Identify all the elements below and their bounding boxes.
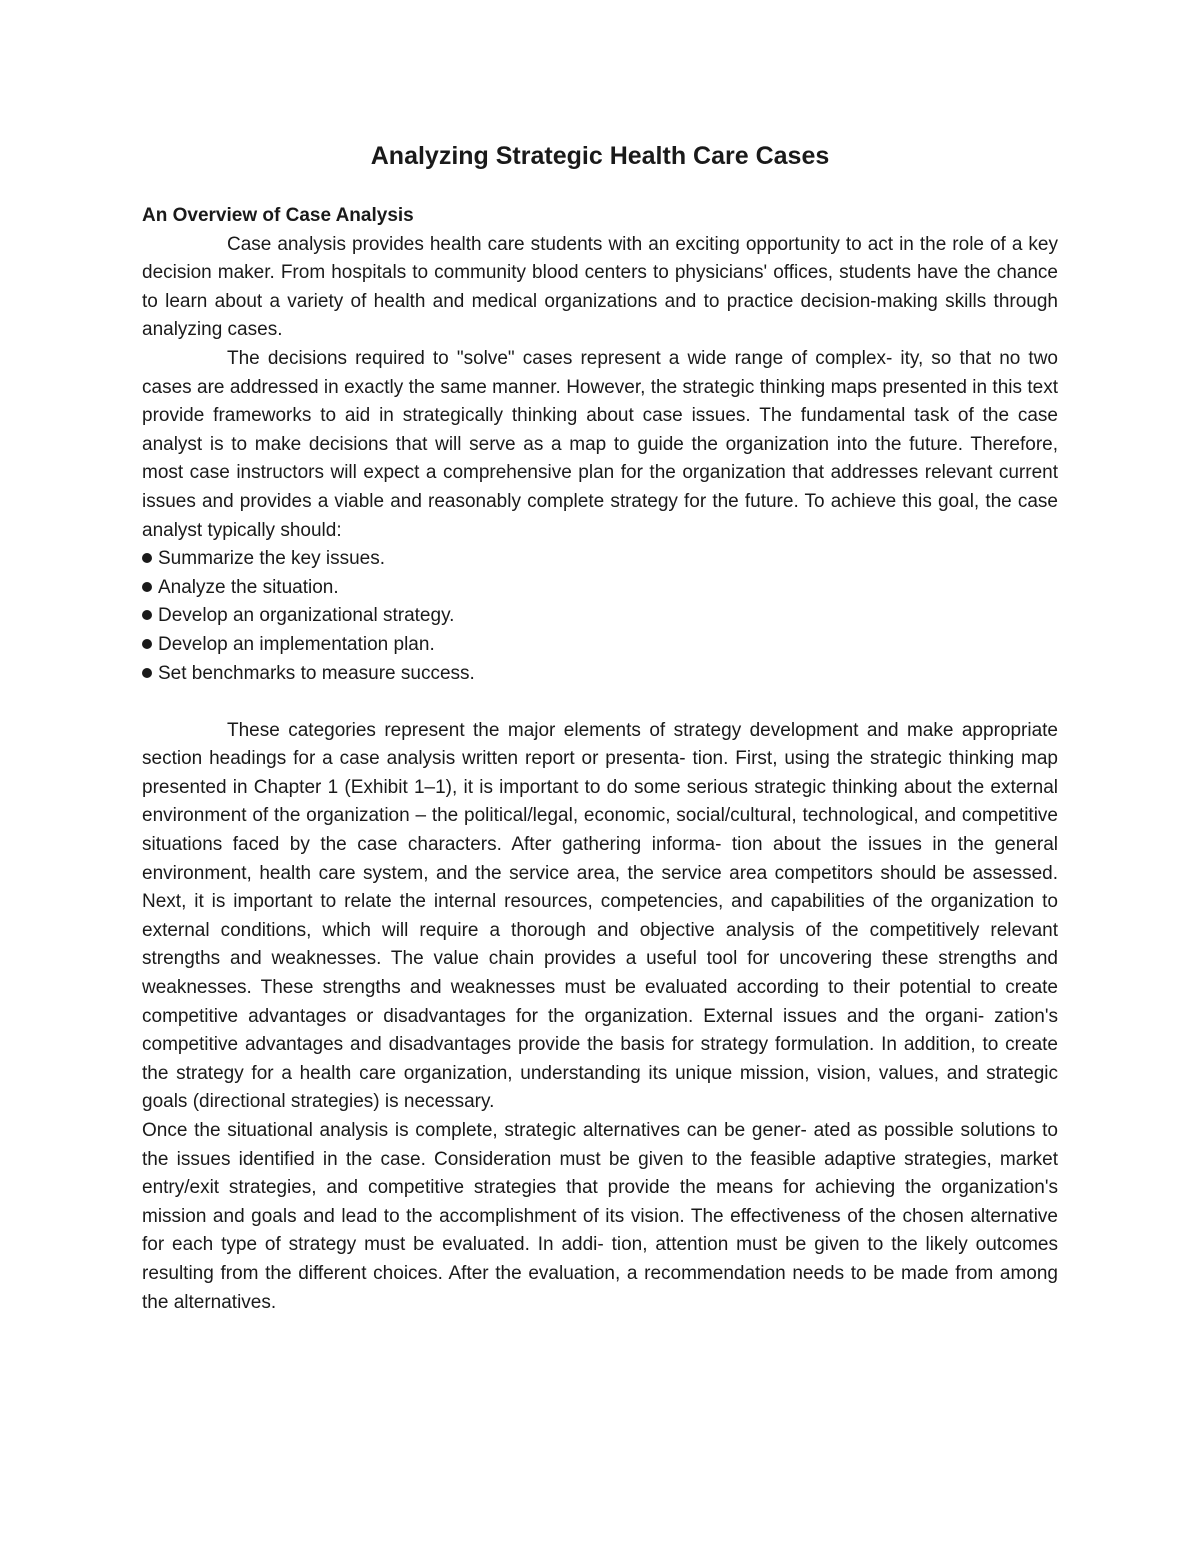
- list-item-text: Develop an implementation plan.: [158, 633, 435, 655]
- list-item: [142, 631, 1058, 660]
- blank-line: [142, 688, 1058, 717]
- bullet-icon: [142, 553, 152, 563]
- list-item: [142, 602, 1058, 631]
- list-item: [142, 545, 1058, 574]
- bullet-icon: [142, 582, 152, 592]
- list-item-text: Set benchmarks to measure success.: [158, 662, 475, 684]
- list-item-text: Develop an organizational strategy.: [158, 605, 455, 627]
- paragraph-4: Once the situational analysis is complete, strategic alternatives can be gener- ated as possible solutions to the issues identified in the case. Consideration must be given to the feasible adaptive strategies, market entry/exit strategies, and competitive strategies that provide the means for achieving the organization's mission and goals and lead to the accomplishment of its vision. The effectiveness of the chosen alternative for each type of strategy must be evaluated. In addi- tion, attention must be given to the likely outcomes resulting from the different choices. After the evaluation, a recommendation needs to be made from among the alternatives.: [142, 1120, 1058, 1313]
- section-heading: An Overview of Case Analysis: [142, 205, 414, 226]
- paragraph-3: These categories represent the major elements of strategy development and make appropriate section headings for a case analysis written report or presenta- tion. First, using the strategic thinking map presented in Chapter 1 (Exhibit 1–1), it is important to do some serious strategic thinking about the external environment of the organization – the political/legal, economic, social/cultural, technological, and competitive situations faced by the case characters. After gathering informa- tion about the issues in the general environment, health care system, and the service area, the service area competitors should be assessed. Next, it is important to relate the internal resources, competencies, and capabilities of the organization to external conditions, which will require a thorough and objective analysis of the competitively relevant strengths and weaknesses. The value chain provides a useful tool for uncovering these strengths and weaknesses. These strengths and weaknesses must be evaluated according to their potential to create competitive advantages or disadvantages for the organization. External issues and the organi- zation's competitive advantages and disadvantages provide the basis for strategy formulation. In addition, to create the strategy for a health care organization, understanding its unique mission, vision, values, and strategic goals (directional strategies) is necessary.: [142, 719, 1058, 1113]
- list-item-text: Analyze the situation.: [158, 576, 339, 598]
- bullet-icon: [142, 639, 152, 649]
- bullet-icon: [142, 610, 152, 620]
- list-item: [142, 574, 1058, 603]
- list-item: [142, 660, 1058, 689]
- paragraph-1: Case analysis provides health care students with an exciting opportunity to act in the role of a key decision maker. From hospitals to community blood centers to physicians' offices, students have the chance to learn about a variety of health and medical organizations and to practice decision-making skills through analyzing cases.: [142, 233, 1058, 341]
- document-page: [142, 138, 1058, 1317]
- bullet-icon: [142, 668, 152, 678]
- bullet-list: [142, 545, 1058, 688]
- paragraph-2: The decisions required to "solve" cases represent a wide range of complex- ity, so that no two cases are addressed in exactly the same manner. However, the strategic thinking maps presented in this text provide frameworks to aid in strategically thinking about case issues. The fundamental task of the case analyst is to make decisions that will serve as a map to guide the organization into the future. Therefore, most case instructors will expect a comprehensive plan for the organization that addresses relevant current issues and provides a viable and reasonably complete strategy for the future. To achieve this goal, the case analyst typically should:: [142, 347, 1058, 541]
- list-item-text: Summarize the key issues.: [158, 548, 386, 570]
- document-title: Analyzing Strategic Health Care Cases: [370, 142, 830, 170]
